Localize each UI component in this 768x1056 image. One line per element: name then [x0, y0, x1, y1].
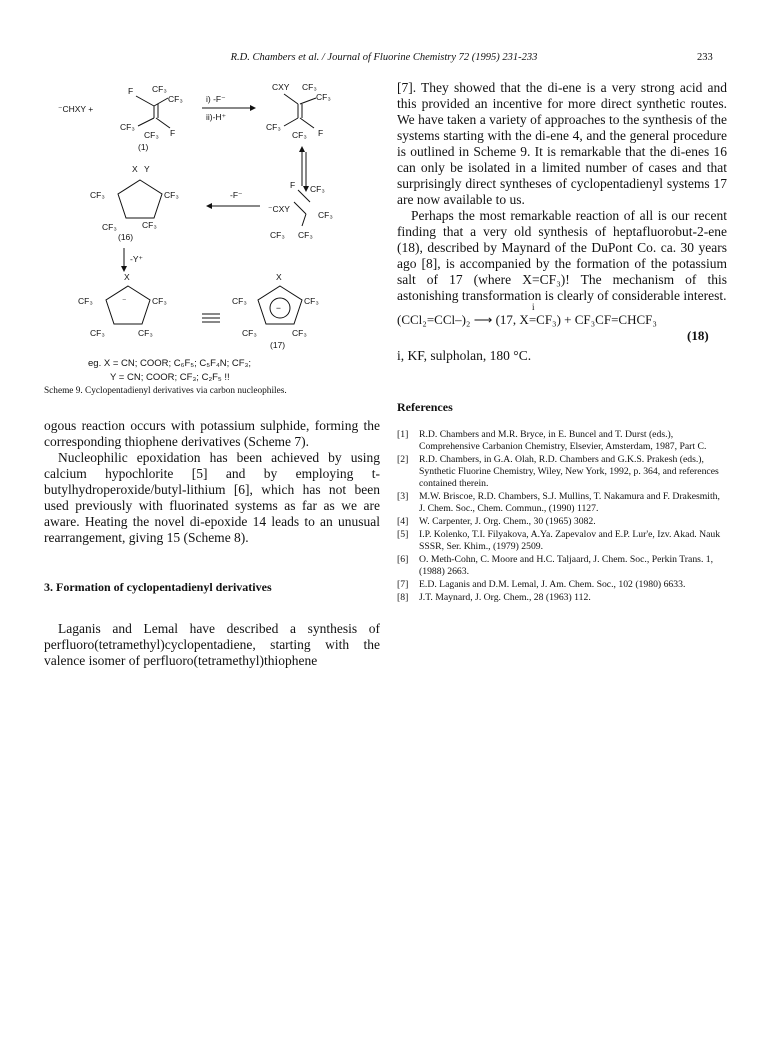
- label-compound-16: (16): [118, 232, 134, 242]
- section-heading: 3. Formation of cyclopentadienyl derivatives: [44, 580, 272, 594]
- svg-text:CF₃: CF₃: [304, 296, 319, 306]
- svg-text:CF₃: CF₃: [90, 328, 105, 338]
- references-heading: References: [397, 400, 453, 414]
- svg-text:CF₃: CF₃: [292, 328, 307, 338]
- reaction-condition-marker: i: [532, 302, 535, 312]
- svg-text:F: F: [170, 128, 176, 138]
- reference-item: [397, 516, 727, 528]
- svg-text:CF₃: CF₃: [78, 296, 93, 306]
- reference-text: M.W. Briscoe, R.D. Chambers, S.J. Mullins, T. Nakamura and F. Drakesmith, J. Chem. Soc., Chem. Commun., (1990) 1127.: [419, 491, 720, 514]
- reference-text: I.P. Kolenko, T.I. Filyakova, A.Ya. Zapevalov and E.P. Lur'e, Izv. Akad. Nauk SSSR, Ser. Khim., (1979) 2509.: [419, 529, 721, 552]
- paragraph: ogous reaction occurs with potassium sulphide, forming the corresponding thiophene derivatives (Scheme 7).: [44, 418, 380, 449]
- reference-item: [397, 592, 727, 604]
- reference-number: [5]: [397, 529, 409, 540]
- reference-item: [397, 491, 727, 515]
- svg-text:CF₃: CF₃: [298, 230, 313, 240]
- running-title: R.D. Chambers et al. / Journal of Fluorine Chemistry 72 (1995) 231-233: [230, 52, 538, 63]
- step-minus-fluoride-2: -F⁻: [230, 190, 243, 200]
- svg-text:CF₃: CF₃: [242, 328, 257, 338]
- reference-number: [1]: [397, 429, 409, 440]
- svg-text:⁻: ⁻: [122, 296, 127, 306]
- svg-text:CF₃: CF₃: [120, 122, 135, 132]
- reaction-conditions: i, KF, sulpholan, 180 °C.: [397, 348, 532, 363]
- svg-text:X: X: [132, 164, 138, 174]
- reference-text: R.D. Chambers and M.R. Bryce, in E. Buncel and T. Durst (eds.), Comprehensive Carbanion Chemistry, Elsevier, Amsterdam, 1987, Part C.: [419, 429, 707, 452]
- reference-number: [7]: [397, 579, 409, 590]
- label-compound-1: (1): [138, 142, 149, 152]
- svg-text:CXY: CXY: [272, 82, 290, 92]
- svg-text:CF₃: CF₃: [316, 92, 331, 102]
- carbanion-reagent: ⁻CHXY +: [58, 104, 94, 114]
- svg-text:CF₃: CF₃: [270, 230, 285, 240]
- svg-text:CF₃: CF₃: [318, 210, 333, 220]
- svg-text:CF₃: CF₃: [168, 94, 183, 104]
- svg-text:F: F: [318, 128, 324, 138]
- svg-text:X: X: [276, 272, 282, 282]
- step-plus-proton: ii)-H⁺: [206, 112, 227, 122]
- svg-text:CF₃: CF₃: [152, 296, 167, 306]
- svg-text:CF₃: CF₃: [142, 220, 157, 230]
- reaction-equation: [397, 302, 727, 343]
- scheme-9-figure: [44, 68, 380, 384]
- label-compound-17: (17): [270, 340, 286, 350]
- svg-text:CF₃: CF₃: [266, 122, 281, 132]
- svg-text:−: −: [276, 303, 281, 313]
- diene-1-structure: [136, 96, 170, 128]
- svg-text:⁻CXY: ⁻CXY: [268, 204, 290, 214]
- reference-item: [397, 429, 727, 453]
- reference-item: [397, 529, 727, 553]
- reference-list: [397, 429, 727, 604]
- step-minus-fluoride: i) -F⁻: [206, 94, 226, 104]
- reference-text: W. Carpenter, J. Org. Chem., 30 (1965) 3082.: [419, 516, 596, 527]
- reference-item: [397, 579, 727, 591]
- substituent-examples-y: Y = CN; COOR; CF₃; C₂F₅ !!: [110, 372, 230, 383]
- svg-text:F: F: [128, 86, 134, 96]
- reference-number: [3]: [397, 491, 409, 502]
- svg-text:CF₃: CF₃: [102, 222, 117, 232]
- scheme-caption: Scheme 9. Cyclopentadienyl derivatives via carbon nucleophiles.: [44, 386, 287, 396]
- svg-text:CF₃: CF₃: [292, 130, 307, 140]
- reference-number: [2]: [397, 454, 409, 465]
- svg-text:CF₃: CF₃: [302, 82, 317, 92]
- reference-number: [8]: [397, 592, 409, 603]
- paragraph: [7]. They showed that the di-ene is a very strong acid and this provided an incentive for more direct synthetic routes. We have taken a variety of approaches to the synthesis of the systems starting with the di-ene 4, and the general procedure is outlined in Scheme 9. It is remarkable that the di-enes 16 can only be isolated in a limited number of cases and that surprisingly direct syntheses of cyclopentadienyl systems 17 are now available to us.: [397, 80, 727, 207]
- reference-item: [397, 454, 727, 490]
- svg-text:CF₃: CF₃: [164, 190, 179, 200]
- reference-number: [4]: [397, 516, 409, 527]
- svg-text:CF₃: CF₃: [144, 130, 159, 140]
- svg-text:CF₃: CF₃: [90, 190, 105, 200]
- reference-text: O. Meth-Cohn, C. Moore and H.C. Taljaard, J. Chem. Soc., Perkin Trans. 1, (1988) 2663.: [419, 554, 714, 577]
- reaction-text: (CCl₂=CCl–)₂ ⟶ (17, X=CF₃) + CF₃CF=CHCF₃: [397, 312, 657, 327]
- substituent-examples-x: eg. X = CN; COOR; C₆F₅; C₅F₄N; CF₃;: [88, 358, 252, 369]
- svg-text:F: F: [290, 180, 296, 190]
- svg-text:CF₃: CF₃: [152, 84, 167, 94]
- left-body-text: [44, 418, 380, 669]
- paragraph: Laganis and Lemal have described a synthesis of perfluoro(tetramethyl)cyclopentadiene, starting with the valence isomer of perfluoro(tetramethyl)thiophene: [44, 621, 380, 668]
- scheme-9-structures: [44, 68, 380, 360]
- paragraph: Nucleophilic epoxidation has been achieved by using calcium hypochlorite [5] and by employing t-butylhydroperoxide/butyl-lithium [6], which has not been used previously with fluorinated systems as far as we are aware. Heating the novel di-epoxide 14 leads to an unusual rearrangement, giving 15 (Scheme 8).: [44, 450, 380, 545]
- step-minus-cation: -Y⁺: [130, 254, 143, 264]
- reference-text: J.T. Maynard, J. Org. Chem., 28 (1963) 112.: [419, 592, 591, 603]
- reference-number: [6]: [397, 554, 409, 565]
- right-column: [397, 80, 727, 605]
- reaction-product-label: (18): [687, 328, 709, 343]
- page-number: 233: [697, 52, 713, 63]
- running-header: [0, 52, 768, 68]
- paragraph: Perhaps the most remarkable reaction of all is our recent finding that a very old synthesis of heptafluorobut-2-ene (18), described by Maynard of the DuPont Co. ca. 30 years ago [8], is accompanied by the formation of the potassium salt of 17 (where X=CF₃)! The mechanism of this astonishing transformation is clearly of considerable interest.: [397, 208, 727, 303]
- svg-text:X: X: [124, 272, 130, 282]
- svg-text:CF₃: CF₃: [138, 328, 153, 338]
- svg-text:CF₃: CF₃: [310, 184, 325, 194]
- left-column: [44, 68, 380, 669]
- svg-text:Y: Y: [144, 164, 150, 174]
- svg-text:CF₃: CF₃: [232, 296, 247, 306]
- reference-item: [397, 554, 727, 578]
- reference-text: R.D. Chambers, in G.A. Olah, R.D. Chambers and G.K.S. Prakesh (eds.), Synthetic Fluorine Chemistry, Wiley, New York, 1992, p. 364, and references contained therein.: [419, 454, 719, 489]
- reference-text: E.D. Laganis and D.M. Lemal, J. Am. Chem. Soc., 102 (1980) 6633.: [419, 579, 686, 590]
